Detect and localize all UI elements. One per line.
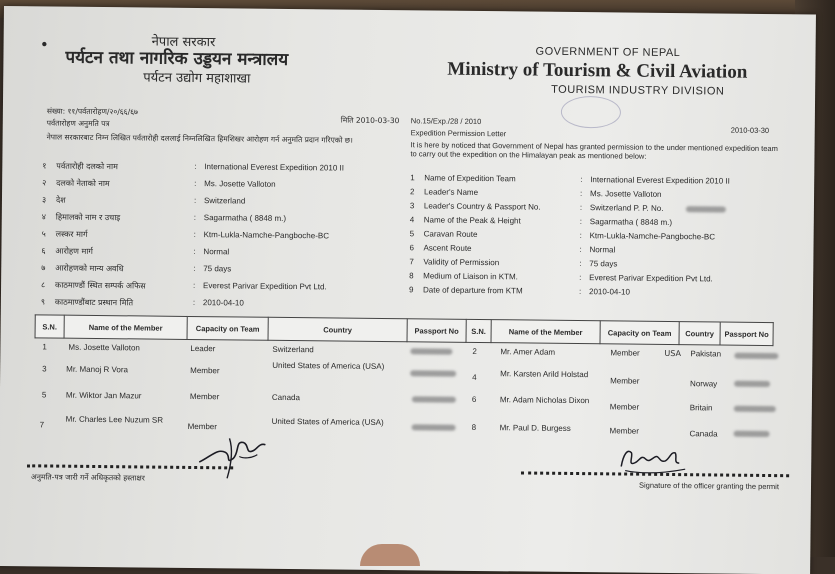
redacted-passport	[734, 431, 770, 437]
col-header-passport: Passport No	[407, 319, 466, 343]
col-header-capacity: Capacity on Team	[187, 316, 268, 340]
member-list-right: 2 Mr. Amer Adam Member USA Pakistan 4 Mr. Karsten Arild Holstad Member Norway 6 Mr. Adam Nicholas Dixon Member Britain 8 Mr. Paul D. Burgess Member Canada	[4, 6, 816, 15]
redacted-passport	[734, 406, 776, 412]
en-fields: 1 Name of Expedition Team : International Everest Expedition 2010 II 2 Leader's Name : Ms. Josette Valloton 3 Leader's Country & Passport No. : Switzerland P. P. No. 4 Name of the Peak & Height : Sagarmatha ( 8848 m.) 5 Caravan Route : Ktm-Lukla-Namche-Pangboche-BC 6 Ascent Route : Normal 7 Validity of Permission : 75 days 8 Medium of Liaison in KTM. : Everest Parivar Expedition Pvt Ltd. 9 Date of departure from KTM : 2010-04-10	[409, 173, 730, 297]
redacted-passport	[410, 370, 456, 376]
col-header-name: Name of the Member	[64, 315, 187, 339]
col-header-country: Country	[679, 322, 720, 345]
np-signature-label: अनुमति-पत्र जारी गर्ने अधिकृतको हस्ताक्षर	[31, 472, 145, 483]
col-header-country: Country	[268, 317, 407, 341]
letter-title: Expedition Permission Letter	[410, 128, 507, 139]
np-officer-signature	[195, 428, 276, 481]
bullet-mark: •	[41, 36, 48, 54]
col-header-name: Name of the Member	[491, 320, 600, 344]
handwritten-note: USA	[664, 348, 682, 359]
ministry-stamp	[561, 96, 621, 129]
member-table-header	[35, 314, 774, 346]
np-date: मिति 2010-03-30	[340, 115, 400, 126]
redacted-passport	[734, 353, 778, 359]
redacted-passport	[410, 348, 452, 354]
holder-thumb	[360, 544, 420, 566]
redacted-passport	[412, 396, 456, 402]
np-reference-number: संख्या: ११/पर्वतारोहण/२०/६६/६७	[46, 106, 138, 117]
np-intro: नेपाल सरकारबाट निम्न लिखित पर्वतारोही दललाई निम्नलिखित हिमशिखर आरोहण गर्न अनुमति प्रदान गरिएको छ।	[46, 132, 353, 145]
col-header-sn: S.N.	[466, 319, 491, 342]
np-fields: १ पर्वतारोही दलको नाम : International Everest Expedition 2010 II २ दलको नेताको नाम : Ms. Josette Valloton ३ देश : Switzerland ४ हिमालको नाम र उचाइ : Sagarmatha ( 8848 m.) ५ लस्कर मार्ग : Ktm-Lukla-Namche-Pangboche-BC ६ आरोहण मार्ग : Normal ७ आरोहणको मान्य अवधि : 75 days ८ काठमाण्डौं स्थित सम्पर्क अफिस : Everest Parivar Expedition Pvt Ltd. ९ काठमाण्डौंबाट प्रस्थान मिति : 2010-04-10	[40, 161, 345, 308]
en-division-heading: TOURISM INDUSTRY DIVISION	[551, 83, 725, 98]
np-government-heading: नेपाल सरकार	[151, 34, 216, 51]
col-header-sn: S.N.	[35, 315, 64, 338]
member-list-left: 1 Ms. Josette Valloton Leader Switzerland 3 Mr. Manoj R Vora Member United States of America (USA) 5 Mr. Wiktor Jan Mazur Member Canada 7 Mr. Charles Lee Nuzum SR Member United States of America (USA)	[4, 6, 816, 15]
permit-document	[0, 6, 816, 574]
permit-number: No.15/Exp./28 / 2010	[410, 116, 482, 127]
col-header-passport: Passport No	[720, 322, 773, 346]
redacted-passport	[734, 381, 770, 387]
en-government-heading: GOVERNMENT OF NEPAL	[535, 45, 681, 60]
en-signature-label: Signature of the officer granting the permit	[638, 480, 780, 492]
np-letter-subject: पर्वतारोहण अनुमति पत्र	[46, 118, 110, 129]
letter-date: 2010-03-30	[730, 125, 770, 136]
redacted-passport	[412, 424, 456, 430]
col-header-capacity: Capacity on Team	[600, 321, 679, 345]
redacted-passport	[686, 206, 726, 212]
en-intro: It is here by noticed that Government of Nepal has granted permission to the under mentioned expedition team to carry out the expedition on the Himalayan peak as mentioned below:	[410, 140, 778, 161]
en-ministry-heading: Ministry of Tourism & Civil Aviation	[447, 58, 748, 83]
np-ministry-heading: पर्यटन तथा नागरिक उड्डयन मन्त्रालय	[65, 47, 289, 70]
np-division-heading: पर्यटन उद्योग महाशाखा	[143, 70, 251, 87]
